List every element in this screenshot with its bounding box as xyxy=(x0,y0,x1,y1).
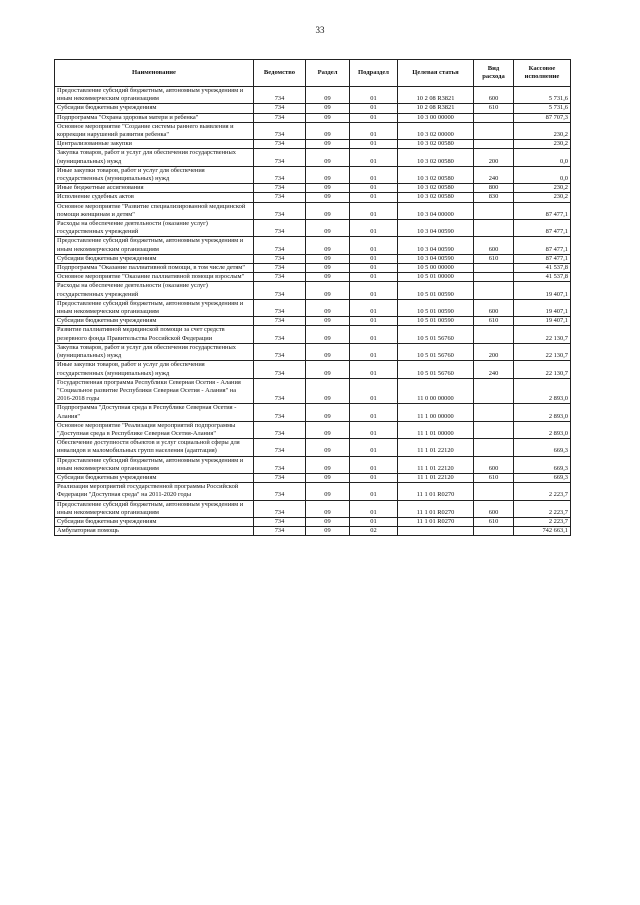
row-cash-execution: 230,2 xyxy=(514,193,571,202)
row-section: 09 xyxy=(306,140,350,149)
row-target-article: 10 2 08 R3821 xyxy=(398,104,474,113)
row-subsection: 01 xyxy=(350,220,398,237)
budget-execution-table xyxy=(54,59,571,536)
row-department: 734 xyxy=(254,299,306,316)
table-row xyxy=(55,500,571,517)
row-subsection: 01 xyxy=(350,264,398,273)
table-row xyxy=(55,483,571,500)
row-section: 09 xyxy=(306,378,350,404)
row-subsection: 01 xyxy=(350,122,398,139)
row-cash-execution: 87 477,1 xyxy=(514,220,571,237)
row-subsection: 01 xyxy=(350,439,398,456)
row-cash-execution: 5 731,6 xyxy=(514,104,571,113)
row-section: 09 xyxy=(306,361,350,378)
row-department: 734 xyxy=(254,122,306,139)
row-section: 09 xyxy=(306,149,350,166)
row-expense-type: 600 xyxy=(474,237,514,254)
row-name: Иные закупки товаров, работ и услуг для обеспечения государственных (муниципальных) нужд xyxy=(55,361,254,378)
row-expense-type: 600 xyxy=(474,299,514,316)
row-subsection: 01 xyxy=(350,500,398,517)
row-target-article: 10 2 08 R3821 xyxy=(398,87,474,104)
row-expense-type: 200 xyxy=(474,149,514,166)
row-target-article: 10 5 01 00590 xyxy=(398,282,474,299)
row-section: 09 xyxy=(306,113,350,122)
row-section: 09 xyxy=(306,87,350,104)
table-row xyxy=(55,317,571,326)
row-subsection: 01 xyxy=(350,404,398,421)
row-name: Развитие паллиативной медицинской помощи за счет средств резервного фонда Правительства Российской Федерации xyxy=(55,326,254,343)
row-subsection: 01 xyxy=(350,299,398,316)
row-cash-execution: 2 893,0 xyxy=(514,378,571,404)
row-expense-type: 600 xyxy=(474,87,514,104)
row-section: 09 xyxy=(306,343,350,360)
table-row xyxy=(55,237,571,254)
row-subsection: 01 xyxy=(350,517,398,526)
row-department: 734 xyxy=(254,343,306,360)
table-row xyxy=(55,378,571,404)
row-name: Предоставление субсидий бюджетным, автономным учреждениям и иным некоммерческим организациям xyxy=(55,87,254,104)
row-department: 734 xyxy=(254,500,306,517)
row-section: 09 xyxy=(306,439,350,456)
table-row xyxy=(55,87,571,104)
row-name: Основное мероприятие "Оказание паллиативной помощи взрослым" xyxy=(55,273,254,282)
row-subsection: 01 xyxy=(350,273,398,282)
page-number: 33 xyxy=(315,25,325,35)
row-cash-execution: 87 477,1 xyxy=(514,202,571,219)
row-cash-execution: 0,0 xyxy=(514,149,571,166)
row-department: 734 xyxy=(254,166,306,183)
row-section: 09 xyxy=(306,166,350,183)
table-row xyxy=(55,220,571,237)
header-subsection: Подраздел xyxy=(350,60,398,87)
row-target-article: 10 3 00 00000 xyxy=(398,113,474,122)
row-cash-execution: 2 893,0 xyxy=(514,421,571,438)
row-department: 734 xyxy=(254,439,306,456)
row-name: Субсидии бюджетным учреждениям xyxy=(55,104,254,113)
row-department: 734 xyxy=(254,317,306,326)
row-target-article: 10 3 04 00590 xyxy=(398,237,474,254)
row-cash-execution: 22 130,7 xyxy=(514,343,571,360)
row-target-article: 10 5 00 00000 xyxy=(398,264,474,273)
row-expense-type: 830 xyxy=(474,193,514,202)
row-cash-execution: 41 537,8 xyxy=(514,264,571,273)
row-expense-type: 610 xyxy=(474,317,514,326)
table-row xyxy=(55,254,571,263)
row-name: Подпрограмма "Оказание паллиативной помощи, в том числе детям" xyxy=(55,264,254,273)
row-department: 734 xyxy=(254,237,306,254)
row-section: 09 xyxy=(306,122,350,139)
row-name: Субсидии бюджетным учреждениям xyxy=(55,473,254,482)
row-name: Подпрограмма "Охрана здоровья матери и ребенка" xyxy=(55,113,254,122)
row-cash-execution: 669,3 xyxy=(514,456,571,473)
row-expense-type: 610 xyxy=(474,104,514,113)
table-row xyxy=(55,299,571,316)
row-cash-execution: 19 407,1 xyxy=(514,299,571,316)
row-cash-execution: 22 130,7 xyxy=(514,361,571,378)
row-subsection: 01 xyxy=(350,254,398,263)
table-row xyxy=(55,202,571,219)
row-section: 09 xyxy=(306,220,350,237)
table-row xyxy=(55,456,571,473)
row-target-article: 10 5 01 00000 xyxy=(398,273,474,282)
row-department: 734 xyxy=(254,202,306,219)
header-section: Раздел xyxy=(306,60,350,87)
table-row xyxy=(55,343,571,360)
row-name: Государственная программа Республики Северная Осетия - Алания "Социальное развитие Республики Северная Осетия - Алания" на 2016-2018 годы xyxy=(55,378,254,404)
row-target-article: 11 1 01 R0270 xyxy=(398,500,474,517)
row-expense-type: 610 xyxy=(474,517,514,526)
row-target-article: 10 5 01 00590 xyxy=(398,299,474,316)
table-row xyxy=(55,166,571,183)
row-target-article: 11 0 00 00000 xyxy=(398,378,474,404)
row-name: Обеспечение доступности объектов и услуг социальной сферы для инвалидов и маломобильных групп населения (адаптация) xyxy=(55,439,254,456)
row-name: Иные закупки товаров, работ и услуг для обеспечения государственных (муниципальных) нужд xyxy=(55,166,254,183)
row-subsection: 01 xyxy=(350,166,398,183)
row-target-article: 11 1 01 22120 xyxy=(398,439,474,456)
table-row xyxy=(55,149,571,166)
row-section: 09 xyxy=(306,202,350,219)
row-target-article: 11 1 01 22120 xyxy=(398,473,474,482)
row-expense-type xyxy=(474,273,514,282)
row-expense-type: 610 xyxy=(474,254,514,263)
row-target-article: 10 5 01 00590 xyxy=(398,317,474,326)
row-subsection: 01 xyxy=(350,202,398,219)
header-department: Ведомство xyxy=(254,60,306,87)
row-expense-type xyxy=(474,264,514,273)
table-header-row xyxy=(55,60,571,87)
row-cash-execution: 669,3 xyxy=(514,439,571,456)
table-row xyxy=(55,273,571,282)
row-subsection: 01 xyxy=(350,317,398,326)
row-name: Предоставление субсидий бюджетным, автономным учреждениям и иным некоммерческим организациям xyxy=(55,456,254,473)
row-target-article: 11 1 00 00000 xyxy=(398,404,474,421)
row-name: Исполнение судебных актов xyxy=(55,193,254,202)
row-subsection: 01 xyxy=(350,361,398,378)
row-subsection: 01 xyxy=(350,378,398,404)
row-cash-execution: 41 537,8 xyxy=(514,273,571,282)
row-section: 09 xyxy=(306,264,350,273)
table-row xyxy=(55,326,571,343)
row-cash-execution: 19 407,1 xyxy=(514,317,571,326)
table-row xyxy=(55,527,571,536)
row-department: 734 xyxy=(254,378,306,404)
row-department: 734 xyxy=(254,361,306,378)
row-subsection: 01 xyxy=(350,184,398,193)
table-row xyxy=(55,122,571,139)
row-section: 09 xyxy=(306,299,350,316)
row-section: 09 xyxy=(306,237,350,254)
row-subsection: 01 xyxy=(350,421,398,438)
header-cash-execution: Кассовое исполнение xyxy=(514,60,571,87)
row-name: Амбулаторная помощь xyxy=(55,527,254,536)
row-expense-type xyxy=(474,202,514,219)
row-target-article: 11 1 01 00000 xyxy=(398,421,474,438)
row-department: 734 xyxy=(254,421,306,438)
row-section: 09 xyxy=(306,104,350,113)
table-row xyxy=(55,404,571,421)
row-subsection: 01 xyxy=(350,149,398,166)
table-row xyxy=(55,361,571,378)
row-name: Закупка товаров, работ и услуг для обеспечения государственных (муниципальных) нужд xyxy=(55,343,254,360)
table-row xyxy=(55,473,571,482)
row-section: 09 xyxy=(306,282,350,299)
header-name: Наименование xyxy=(55,60,254,87)
row-target-article: 11 1 01 22120 xyxy=(398,456,474,473)
row-name: Закупка товаров, работ и услуг для обеспечения государственных (муниципальных) нужд xyxy=(55,149,254,166)
table-row xyxy=(55,421,571,438)
row-expense-type: 600 xyxy=(474,500,514,517)
row-expense-type xyxy=(474,326,514,343)
row-expense-type xyxy=(474,282,514,299)
row-expense-type xyxy=(474,404,514,421)
row-section: 09 xyxy=(306,404,350,421)
row-cash-execution: 230,2 xyxy=(514,122,571,139)
row-department: 734 xyxy=(254,326,306,343)
row-section: 09 xyxy=(306,273,350,282)
row-name: Иные бюджетные ассигнования xyxy=(55,184,254,193)
row-expense-type: 600 xyxy=(474,456,514,473)
row-cash-execution: 87 707,3 xyxy=(514,113,571,122)
row-subsection: 01 xyxy=(350,483,398,500)
row-cash-execution: 19 407,1 xyxy=(514,282,571,299)
row-subsection: 01 xyxy=(350,104,398,113)
row-section: 09 xyxy=(306,326,350,343)
row-target-article: 10 3 02 00000 xyxy=(398,122,474,139)
table-row xyxy=(55,517,571,526)
row-department: 734 xyxy=(254,149,306,166)
row-expense-type: 800 xyxy=(474,184,514,193)
row-target-article: 10 3 02 00580 xyxy=(398,166,474,183)
row-name: Основное мероприятие "Создание системы раннего выявления и коррекции нарушений развития ребенка" xyxy=(55,122,254,139)
row-cash-execution: 230,2 xyxy=(514,140,571,149)
row-target-article: 10 5 01 56760 xyxy=(398,361,474,378)
row-name: Расходы на обеспечение деятельности (оказание услуг) государственных учреждений xyxy=(55,282,254,299)
table-row xyxy=(55,439,571,456)
row-expense-type xyxy=(474,439,514,456)
row-target-article: 10 3 02 00580 xyxy=(398,149,474,166)
row-target-article: 10 3 02 00580 xyxy=(398,184,474,193)
row-cash-execution: 669,3 xyxy=(514,473,571,482)
row-expense-type: 240 xyxy=(474,361,514,378)
row-department: 734 xyxy=(254,113,306,122)
row-section: 09 xyxy=(306,483,350,500)
table-row xyxy=(55,140,571,149)
row-subsection: 01 xyxy=(350,473,398,482)
row-department: 734 xyxy=(254,140,306,149)
row-cash-execution: 230,2 xyxy=(514,184,571,193)
row-department: 734 xyxy=(254,404,306,421)
row-section: 09 xyxy=(306,517,350,526)
row-department: 734 xyxy=(254,527,306,536)
row-expense-type: 200 xyxy=(474,343,514,360)
row-cash-execution: 2 223,7 xyxy=(514,517,571,526)
row-department: 734 xyxy=(254,273,306,282)
row-name: Субсидии бюджетным учреждениям xyxy=(55,517,254,526)
row-expense-type xyxy=(474,122,514,139)
row-department: 734 xyxy=(254,220,306,237)
row-section: 09 xyxy=(306,317,350,326)
row-subsection: 01 xyxy=(350,282,398,299)
row-target-article: 10 3 04 00590 xyxy=(398,220,474,237)
row-subsection: 02 xyxy=(350,527,398,536)
row-department: 734 xyxy=(254,193,306,202)
row-name: Предоставление субсидий бюджетным, автономным учреждениям и иным некоммерческим организациям xyxy=(55,500,254,517)
row-expense-type xyxy=(474,527,514,536)
row-section: 09 xyxy=(306,500,350,517)
row-subsection: 01 xyxy=(350,456,398,473)
row-cash-execution: 87 477,1 xyxy=(514,237,571,254)
row-department: 734 xyxy=(254,254,306,263)
table-row xyxy=(55,113,571,122)
row-target-article: 10 3 04 00000 xyxy=(398,202,474,219)
row-cash-execution: 2 223,7 xyxy=(514,483,571,500)
row-target-article: 11 1 01 R0270 xyxy=(398,483,474,500)
table-row xyxy=(55,264,571,273)
row-name: Субсидии бюджетным учреждениям xyxy=(55,254,254,263)
row-subsection: 01 xyxy=(350,326,398,343)
row-name: Основное мероприятие "Развитие специализированной медицинской помощи женщинам и детям" xyxy=(55,202,254,219)
row-department: 734 xyxy=(254,517,306,526)
row-section: 09 xyxy=(306,184,350,193)
row-subsection: 01 xyxy=(350,237,398,254)
row-section: 09 xyxy=(306,473,350,482)
row-name: Реализация мероприятий государственной программы Российской Федерации "Доступная среда" на 2011-2020 годы xyxy=(55,483,254,500)
row-expense-type xyxy=(474,140,514,149)
table-row xyxy=(55,282,571,299)
row-name: Предоставление субсидий бюджетным, автономным учреждениям и иным некоммерческим организациям xyxy=(55,237,254,254)
table-row xyxy=(55,193,571,202)
row-expense-type: 240 xyxy=(474,166,514,183)
header-expense-type: Вид расхода xyxy=(474,60,514,87)
row-cash-execution: 2 893,0 xyxy=(514,404,571,421)
row-department: 734 xyxy=(254,104,306,113)
row-target-article: 10 3 04 00590 xyxy=(398,254,474,263)
row-department: 734 xyxy=(254,87,306,104)
row-subsection: 01 xyxy=(350,193,398,202)
table-row xyxy=(55,184,571,193)
row-name: Расходы на обеспечение деятельности (оказание услуг) государственных учреждений xyxy=(55,220,254,237)
row-subsection: 01 xyxy=(350,343,398,360)
row-subsection: 01 xyxy=(350,140,398,149)
row-name: Субсидии бюджетным учреждениям xyxy=(55,317,254,326)
row-cash-execution: 2 223,7 xyxy=(514,500,571,517)
row-section: 09 xyxy=(306,456,350,473)
row-cash-execution: 22 130,7 xyxy=(514,326,571,343)
row-cash-execution: 87 477,1 xyxy=(514,254,571,263)
row-cash-execution: 0,0 xyxy=(514,166,571,183)
row-expense-type xyxy=(474,421,514,438)
row-section: 09 xyxy=(306,193,350,202)
row-name: Основное мероприятие "Реализация мероприятий подпрограммы "Доступная среда в Республике Северная Осетия-Алания" xyxy=(55,421,254,438)
row-department: 734 xyxy=(254,184,306,193)
row-department: 734 xyxy=(254,473,306,482)
row-subsection: 01 xyxy=(350,113,398,122)
row-name: Подпрограмма "Доступная среда в Республике Северная Осетия - Алания" xyxy=(55,404,254,421)
row-name: Централизованные закупки xyxy=(55,140,254,149)
row-department: 734 xyxy=(254,264,306,273)
row-target-article: 11 1 01 R0270 xyxy=(398,517,474,526)
table-row xyxy=(55,104,571,113)
row-target-article xyxy=(398,527,474,536)
row-expense-type xyxy=(474,378,514,404)
row-expense-type: 610 xyxy=(474,473,514,482)
row-department: 734 xyxy=(254,483,306,500)
row-subsection: 01 xyxy=(350,87,398,104)
header-target-article: Целевая статья xyxy=(398,60,474,87)
row-expense-type xyxy=(474,483,514,500)
row-name: Предоставление субсидий бюджетным, автономным учреждениям и иным некоммерческим организациям xyxy=(55,299,254,316)
row-department: 734 xyxy=(254,456,306,473)
row-target-article: 10 3 02 00580 xyxy=(398,193,474,202)
row-target-article: 10 5 01 56760 xyxy=(398,343,474,360)
row-cash-execution: 5 731,6 xyxy=(514,87,571,104)
row-target-article: 10 5 01 56760 xyxy=(398,326,474,343)
row-department: 734 xyxy=(254,282,306,299)
row-target-article: 10 3 02 00580 xyxy=(398,140,474,149)
row-section: 09 xyxy=(306,421,350,438)
row-expense-type xyxy=(474,220,514,237)
row-section: 09 xyxy=(306,527,350,536)
row-section: 09 xyxy=(306,254,350,263)
row-cash-execution: 742 663,1 xyxy=(514,527,571,536)
row-expense-type xyxy=(474,113,514,122)
